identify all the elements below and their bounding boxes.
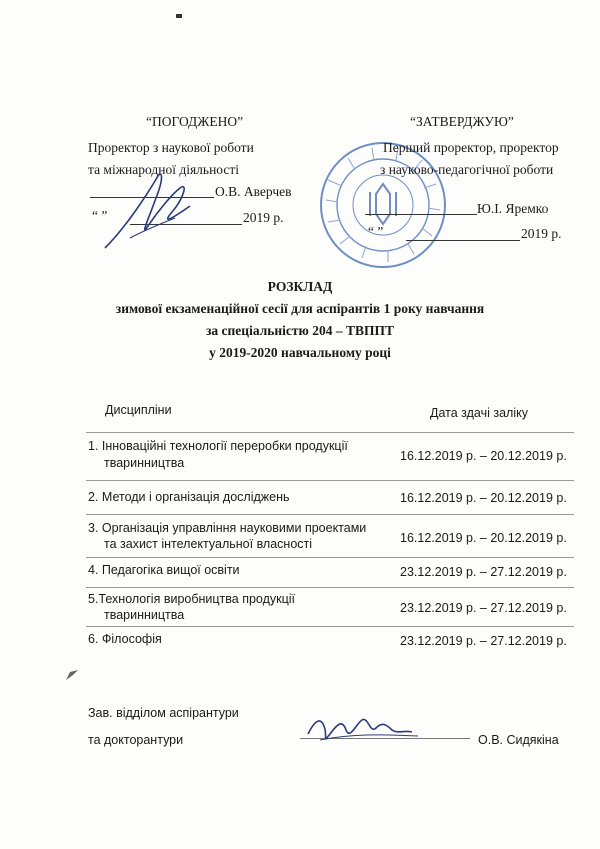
- approval-left-signer: О.В. Аверчев: [215, 184, 292, 199]
- approval-left-date-quotes: “ ”: [92, 208, 108, 223]
- approval-left-line2: та міжнародної діяльності: [88, 162, 240, 177]
- exam-date: 23.12.2019 р. – 27.12.2019 р.: [400, 601, 567, 615]
- title-line2: за спеціальністю 204 – ТВППТ: [205, 323, 395, 338]
- approval-right-sign-line: [365, 214, 477, 215]
- approval-right-heading: “ЗАТВЕРДЖУЮ”: [410, 114, 514, 129]
- discipline-line: 2. Методи і організація досліджень: [88, 490, 290, 504]
- table-header-date: Дата здачі заліку: [430, 406, 528, 420]
- table-divider: [86, 514, 574, 515]
- exam-date: 23.12.2019 р. – 27.12.2019 р.: [400, 634, 567, 648]
- signature-left-icon: [100, 168, 210, 258]
- scan-mark: [176, 14, 182, 18]
- title-main: РОЗКЛАД: [267, 279, 333, 294]
- table-divider: [86, 587, 574, 588]
- official-stamp-icon: [318, 140, 448, 270]
- discipline-line: тваринництва: [104, 608, 185, 622]
- exam-date: 16.12.2019 р. – 20.12.2019 р.: [400, 531, 567, 545]
- table-header-disciplines: Дисципліни: [105, 403, 172, 417]
- approval-left-heading: “ПОГОДЖЕНО”: [146, 114, 244, 129]
- approval-right-date-line: [406, 240, 520, 241]
- discipline-line: 3. Організація управління науковими проектами: [88, 521, 367, 535]
- exam-date: 16.12.2019 р. – 20.12.2019 р.: [400, 449, 567, 463]
- discipline-line: 1. Інноваційні технології переробки продукції: [88, 439, 348, 453]
- discipline-line: 5.Технологія виробництва продукції: [88, 592, 296, 606]
- approval-right-year: 2019 р.: [521, 226, 562, 241]
- discipline-line: та захист інтелектуальної власності: [104, 537, 313, 551]
- approval-right-date-quotes: “ ”: [368, 224, 384, 239]
- approval-right-line1: Перший проректор, проректор: [383, 140, 559, 155]
- signature-footer-icon: [300, 704, 450, 754]
- table-divider: [86, 557, 574, 558]
- exam-date: 23.12.2019 р. – 27.12.2019 р.: [400, 565, 567, 579]
- discipline-line: 6. Філософія: [88, 632, 162, 646]
- title-line1: зимової екзаменаційної сесії для аспірантів 1 року навчання: [115, 301, 485, 316]
- footer-signer: О.В. Сидякіна: [478, 733, 559, 747]
- discipline-line: 4. Педагогіка вищої освіти: [88, 563, 240, 577]
- footer-line2: та докторантури: [88, 733, 184, 747]
- exam-date: 16.12.2019 р. – 20.12.2019 р.: [400, 491, 567, 505]
- scan-artifact-icon: [64, 668, 80, 682]
- table-divider: [86, 480, 574, 481]
- approval-right-signer: Ю.І. Яремко: [477, 201, 549, 216]
- table-divider: [86, 626, 574, 627]
- title-line3: у 2019-2020 навчальному році: [209, 345, 391, 360]
- approval-right-line2: з науково-педагогічної роботи: [380, 162, 554, 177]
- approval-left-year: 2019 р.: [243, 210, 284, 225]
- footer-line1: Зав. відділом аспірантури: [88, 706, 239, 720]
- table-divider: [86, 432, 574, 433]
- approval-left-line1: Проректор з наукової роботи: [88, 140, 254, 155]
- discipline-line: тваринництва: [104, 456, 185, 470]
